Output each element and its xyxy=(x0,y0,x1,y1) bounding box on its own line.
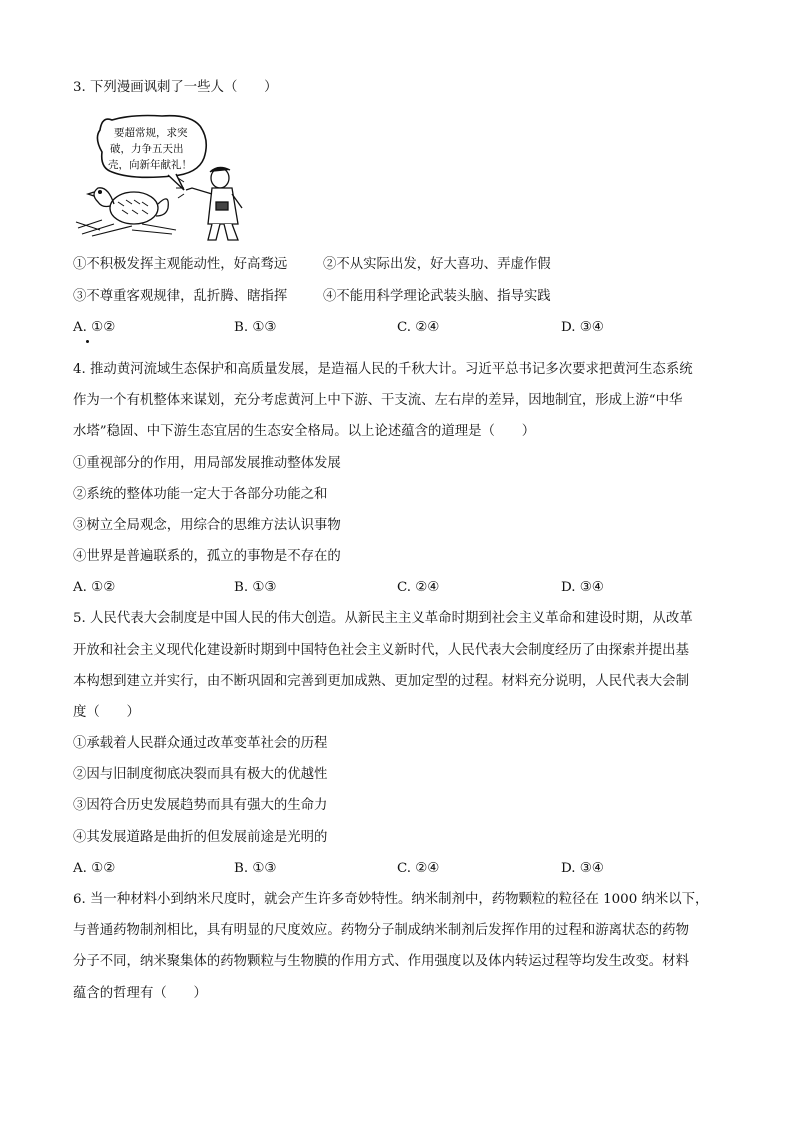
q5-statement-4: ④其发展道路是曲折的但发展前途是光明的 xyxy=(73,830,328,845)
q5-option-d[interactable]: D. ③④ xyxy=(561,861,604,876)
q6-stem-line-1: 6. 当一种材料小到纳米尺度时，就会产生许多奇妙特性。纳米制剂中，药物颗粒的粒径在 1000 纳米以下， xyxy=(73,892,709,907)
cartoon-caption-1: 要超常规，求突 xyxy=(114,127,188,139)
q5-stem-line-1: 5. 人民代表大会制度是中国人民的伟大创造。从新民主主义革命时期到社会主义革命和建设时期，从改革 xyxy=(73,611,693,626)
q4-stem-line-1: 4. 推动黄河流域生态保护和高质量发展，是造福人民的千秋大计。习近平总书记多次要求把黄河生态系统 xyxy=(73,362,693,377)
q5-stem-line-2: 开放和社会主义现代化建设新时期到中国特色社会主义新时代，人民代表大会制度经历了由探索并提出基 xyxy=(73,643,689,658)
satire-cartoon xyxy=(72,112,254,246)
q4-option-b[interactable]: B. ①③ xyxy=(234,580,277,595)
q3-statement-1: ①不积极发挥主观能动性，好高骛远 xyxy=(73,257,288,272)
q3-option-c[interactable]: C. ②④ xyxy=(397,320,440,335)
q3-statement-3: ③不尊重客观规律，乱折腾、瞎指挥 xyxy=(73,289,288,304)
q5-option-a[interactable]: A. ①② xyxy=(73,861,116,876)
q3-option-d[interactable]: D. ③④ xyxy=(561,320,604,335)
q4-statement-1: ①重视部分的作用，用局部发展推动整体发展 xyxy=(73,456,341,471)
q3-statement-4: ④不能用科学理论武装头脑、指导实践 xyxy=(323,289,551,304)
q5-stem-line-3: 本构想到建立并实行，由不断巩固和完善到更加成熟、更加定型的过程。材料充分说明，人民代表大会制 xyxy=(73,674,689,689)
stray-dot xyxy=(86,340,89,343)
cartoon-caption-3: 壳，向新年献礼！ xyxy=(108,159,192,171)
q5-stem-line-4: 度（ ） xyxy=(73,705,140,720)
cartoon-caption-2: 破，力争五天出 xyxy=(110,143,184,155)
q4-stem-line-2: 作为一个有机整体来谋划，充分考虑黄河上中下游、干支流、左右岸的差异，因地制宜，形成上游“中华 xyxy=(73,393,683,408)
q4-option-a[interactable]: A. ①② xyxy=(73,580,116,595)
q4-statement-2: ②系统的整体功能一定大于各部分功能之和 xyxy=(73,487,328,502)
q5-statement-3: ③因符合历史发展趋势而具有强大的生命力 xyxy=(73,798,328,813)
q6-stem-line-3: 分子不同，纳米聚集体的药物颗粒与生物膜的作用方式、作用强度以及体内转运过程等均发生改变。材料 xyxy=(73,954,689,969)
q6-stem-line-4: 蕴含的哲理有（ ） xyxy=(73,986,207,1001)
q5-option-c[interactable]: C. ②④ xyxy=(397,861,440,876)
man-drawing xyxy=(176,167,242,240)
q3-option-a[interactable]: A. ①② xyxy=(73,320,116,335)
q5-statement-2: ②因与旧制度彻底决裂而具有极大的优越性 xyxy=(73,767,328,782)
q5-statement-1: ①承载着人民群众通过改革变革社会的历程 xyxy=(73,736,328,751)
q6-stem-line-2: 与普通药物制剂相比，具有明显的尺度效应。药物分子制成纳米制剂后发挥作用的过程和游离状态的药物 xyxy=(73,923,689,938)
q4-statement-4: ④世界是普遍联系的，孤立的事物是不存在的 xyxy=(73,549,341,564)
q3-stem: 3. 下列漫画讽刺了一些人（ ） xyxy=(73,80,278,95)
q4-stem-line-3: 水塔”稳固、中下游生态宜居的生态安全格局。以上论述蕴含的道理是（ ） xyxy=(73,424,536,439)
q5-option-b[interactable]: B. ①③ xyxy=(234,861,277,876)
q4-option-c[interactable]: C. ②④ xyxy=(397,580,440,595)
q4-statement-3: ③树立全局观念，用综合的思维方法认识事物 xyxy=(73,518,341,533)
q4-option-d[interactable]: D. ③④ xyxy=(561,580,604,595)
q3-option-b[interactable]: B. ①③ xyxy=(234,320,277,335)
hen-drawing xyxy=(76,188,176,236)
q3-statement-2: ②不从实际出发，好大喜功、弄虚作假 xyxy=(323,257,551,272)
